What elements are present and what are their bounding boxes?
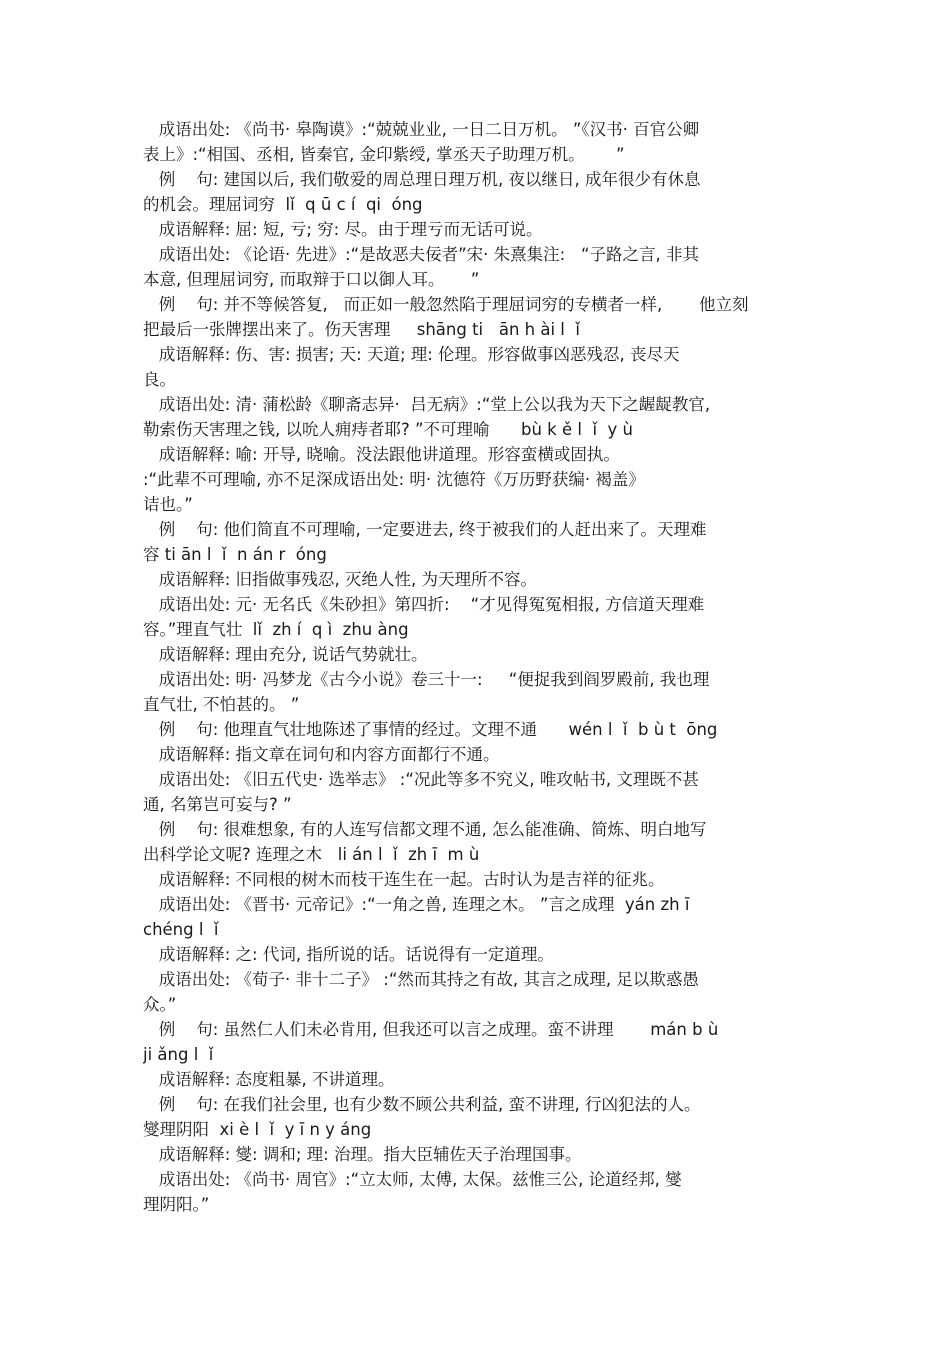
text-line: 燮理阴阳 xi è l ǐ y ī n y áng xyxy=(143,1120,372,1139)
text-line: 本意, 但理屈词穷, 而取辩于口以御人耳。 ” xyxy=(143,270,480,289)
text-line: 成语出处: 清· 蒲松龄《聊斋志异· 吕无病》:“堂上公以我为天下之龌龊教官, xyxy=(143,395,711,414)
text-line: 成语解释: 之: 代词, 指所说的话。话说得有一定道理。 xyxy=(143,945,554,964)
text-line: 成语出处: 《晋书· 元帝记》:“一角之兽, 连理之木。 ”言之成理 yán zh ī xyxy=(143,895,690,914)
text-line: 的机会。理屈词穷 lǐ q ū c í qi óng xyxy=(143,195,423,214)
text-line: 成语解释: 不同根的树木而枝干连生在一起。古时认为是吉祥的征兆。 xyxy=(143,870,665,889)
text-line: 成语解释: 屈: 短, 亏; 穷: 尽。由于理亏而无话可说。 xyxy=(143,220,543,239)
text-line: 出科学论文呢? 连理之木 li án l ǐ zh ī m ù xyxy=(143,845,480,864)
text-line: 成语解释: 态度粗暴, 不讲道理。 xyxy=(143,1070,395,1089)
text-line: 成语出处: 元· 无名氏《朱砂担》第四折: “才见得冤冤相报, 方信道天理难 xyxy=(143,595,705,614)
text-line: 成语出处: 《尚书· 皋陶谟》:“兢兢业业, 一日二日万机。 ”《汉书· 百官公卿 xyxy=(143,120,700,139)
text-line: 成语解释: 旧指做事残忍, 灭绝人性, 为天理所不容。 xyxy=(143,570,538,589)
text-line: 成语解释: 伤、害: 损害; 天: 天道; 理: 伦理。形容做事凶恶残忍, 丧尽天 xyxy=(143,345,680,364)
text-line: 例 句: 虽然仁人们未必肯用, 但我还可以言之成理。蛮不讲理 mán b ù xyxy=(143,1020,719,1039)
text-line: 成语出处: 《荀子· 非十二子》 :“然而其持之有故, 其言之成理, 足以欺惑愚 xyxy=(143,970,699,989)
text-line: 容。”理直气壮 lǐ zh í q ì zhu àng xyxy=(143,620,409,639)
text-line: 成语出处: 《旧五代史· 选举志》 :“况此等多不究义, 唯攻帖书, 文理既不甚 xyxy=(143,770,699,789)
text-line: 例 句: 很难想象, 有的人连写信都文理不通, 怎么能准确、简炼、明白地写 xyxy=(143,820,707,839)
text-line: 众。” xyxy=(143,995,177,1014)
text-line: 例 句: 他们简直不可理喻, 一定要进去, 终于被我们的人赶出来了。天理难 xyxy=(143,520,707,539)
text-line: 例 句: 并不等候答复, 而正如一般忽然陷于理屈词穷的专横者一样, 他立刻 xyxy=(143,295,749,314)
text-line: 成语解释: 燮: 调和; 理: 治理。指大臣辅佐天子治理国事。 xyxy=(143,1145,582,1164)
text-line: 通, 名第岂可妄与? ” xyxy=(143,795,292,814)
text-line: 例 句: 在我们社会里, 也有少数不顾公共利益, 蛮不讲理, 行凶犯法的人。 xyxy=(143,1095,701,1114)
text-line: 理阴阳。” xyxy=(143,1195,210,1214)
text-line: 容 ti ān l ǐ n án r óng xyxy=(143,545,327,564)
text-line: 表上》:“相国、丞相, 皆秦官, 金印紫绶, 掌丞天子助理万机。 ” xyxy=(143,145,625,164)
text-line: 诘也。” xyxy=(143,495,193,514)
text-line: ji ǎng l ǐ xyxy=(143,1045,214,1064)
document-body xyxy=(143,117,813,1217)
text-line: 例 句: 建国以后, 我们敬爱的周总理日理万机, 夜以继日, 成年很少有休息 xyxy=(143,170,701,189)
text-line: 勒索伤天害理之钱, 以吮人痈痔者耶? ”不可理喻 bù k ě l ǐ y ù xyxy=(143,420,633,439)
text-line: 成语出处: 《论语· 先进》:“是故恶夫佞者”宋· 朱熹集注: “子路之言, 非其 xyxy=(143,245,700,264)
text-line: chéng l ǐ xyxy=(143,920,219,939)
text-line: 成语出处: 明· 冯梦龙《古今小说》卷三十一: “便捉我到阎罗殿前, 我也理 xyxy=(143,670,710,689)
text-line: 直气壮, 不怕甚的。 ” xyxy=(143,695,300,714)
text-line: 良。 xyxy=(143,370,176,389)
text-line: 把最后一张牌摆出来了。伤天害理 shāng ti ān h ài l ǐ xyxy=(143,320,580,339)
text-line: 成语解释: 理由充分, 说话气势就壮。 xyxy=(143,645,428,664)
text-line: 成语解释: 喻: 开导, 晓喻。没法跟他讲道理。形容蛮横或固执。 xyxy=(143,445,620,464)
text-line: 成语解释: 指文章在词句和内容方面都行不通。 xyxy=(143,745,500,764)
text-line: 成语出处: 《尚书· 周官》:“立太师, 太傅, 太保。兹惟三公, 论道经邦, 燮 xyxy=(143,1170,682,1189)
text-line: 例 句: 他理直气壮地陈述了事情的经过。文理不通 wén l ǐ b ù t ōng xyxy=(143,720,718,739)
text-line: :“此辈不可理喻, 亦不足深成语出处: 明· 沈德符《万历野获编· 褐盖》 xyxy=(143,470,645,489)
